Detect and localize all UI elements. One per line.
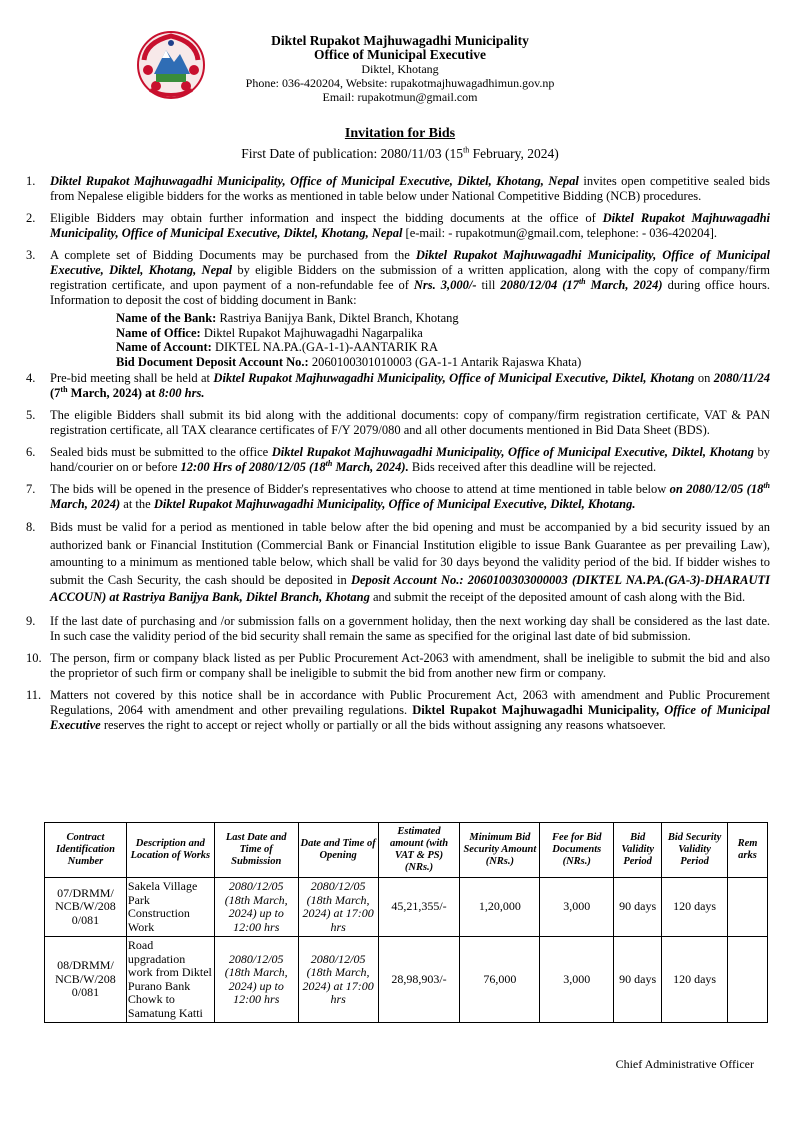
- table-row: [45, 937, 768, 1023]
- column-header: Last Date and Time of Submission: [214, 823, 298, 878]
- table-header-row: [45, 823, 768, 878]
- clause-4: 4. Pre-bid meeting shall be held at Diktel Rupakot Majhuwagadhi Municipality, Office of Municipal Executive, Diktel, Khotang on 2080/11/24 (7th March, 2024) at 8:00 hrs.: [26, 371, 770, 400]
- column-header: Bid Validity Period: [614, 823, 662, 878]
- column-header: Minimum Bid Security Amount (NRs.): [460, 823, 540, 878]
- bids-table: [44, 822, 768, 1023]
- security-cell: 1,20,000: [460, 878, 540, 937]
- office-name: Office of Municipal Executive: [313, 47, 487, 62]
- column-header: Estimated amount (with VAT & PS) (NRs.): [378, 823, 460, 878]
- validity-cell: 90 days: [614, 878, 662, 937]
- office-name-row: Name of Office: Diktel Rupakot Majhuwagadhi Nagarpalika: [116, 325, 423, 340]
- account-name-row: Name of Account: DIKTEL NA.PA.(GA-1-1)-AANTARIK RA: [116, 340, 438, 354]
- bank-name-row: Name of the Bank: Rastriya Banijya Bank, Diktel Branch, Khotang: [116, 311, 459, 325]
- signatory-title: Chief Administrative Officer: [615, 1057, 754, 1071]
- fee-cell: 3,000: [540, 937, 614, 1023]
- clause-11: 11. Matters not covered by this notice shall be in accordance with Public Procurement Act, 2063 with amendment and Public Procurement Regulations, 2064 with amendment and other prevailing regulations. Diktel Rupakot Majhuwagadhi Municipality, Office of Municipal Executive reserves the right to accept or reject wholly or partially or all the bids without assigning any reasons whatsoever.: [26, 687, 770, 732]
- column-header: Description and Location of Works: [126, 823, 214, 878]
- clause-9: 9. If the last date of purchasing and /or submission falls on a government holiday, then the next working day shall be considered as the last date. In such case the validity period of the bid security shall remain the same as specified for the original last date of bid submission.: [26, 613, 770, 643]
- contact-phone-website: Phone: 036-420204, Website: rupakotmajhuwagadhimun.gov.np: [245, 76, 555, 90]
- deposit-account-row: Bid Document Deposit Account No.: 2060100301010003 (GA-1-1 Antarik Rajaswa Khata): [116, 354, 582, 369]
- notice-title: Invitation for Bids: [344, 126, 456, 141]
- contract-id-cell: 08/DRMM/ NCB/W/208 0/081: [45, 937, 127, 1023]
- org-name: Diktel Rupakot Majhuwagadhi Municipality: [271, 33, 529, 48]
- letterhead: [200, 34, 600, 104]
- opening-cell: 2080/12/05 (18th March, 2024) at 17:00 hrs: [298, 937, 378, 1023]
- remarks-cell: [728, 937, 768, 1023]
- estimate-cell: 28,98,903/-: [378, 937, 460, 1023]
- clause-3: 3. A complete set of Bidding Documents may be purchased from the Diktel Rupakot Majhuwagadhi Municipality, Office of Municipal Executive, Diktel, Khotang, Nepal by eligible Bidders on the submission of a written application, along with the copy of company/firm registration certificate, and upon payment of a non-refundable fee of Nrs. 3,000/- till 2080/12/04 (17th March, 2024) during office hours. Information to deposit the cost of bidding document in Bank: Name of the Bank: Rastriya Banijya Bank, Diktel Branch, Khotang Name of Office: Diktel Rupakot Majhuwagadhi Nagarpalika Name of Account: DIKTEL NA.PA.(GA-1-1)-AANTARIK RA Bid Document Deposit Account No.: 2060100301010003 (GA-1-1 Antarik Rajaswa Khata): [26, 248, 770, 369]
- security-validity-cell: 120 days: [662, 878, 728, 937]
- remarks-cell: [728, 878, 768, 937]
- column-header: Date and Time of Opening: [298, 823, 378, 878]
- clause-5: 5. The eligible Bidders shall submit its bid along with the additional documents: copy of company/firm registration certificate, VAT & PAN registration certificate, all TAX clearance certificates of F/Y 2079/080 and all other documents mentioned in Bid Data Sheet (BDS).: [26, 408, 770, 437]
- office-location: Diktel, Khotang: [361, 62, 439, 76]
- contact-email: Email: rupakotmun@gmail.com: [322, 90, 478, 104]
- column-header: Bid Security Validity Period: [662, 823, 728, 878]
- description-cell: Road upgradation work from Diktel Purano Bank Chowk to Samatung Katti: [126, 937, 214, 1023]
- clause-8: 8. Bids must be valid for a period as mentioned in table below after the bid opening and must be accompanied by a bid security issued by an authorized bank or Financial Institution (Commercial Bank or Financial Institution eligible to issue Bank Guarantee as per prevailing Law), amounting to a minimum as mentioned table below, which shall be valid for 30 days beyond the validity period of the bid. If bidder wishes to submit the Cash Security, the cash should be deposited in Deposit Account No.: 2060100303000003 (DIKTEL NA.PA.(GA-3)-DHARAUTI ACCOUN) at Rastriya Banijya Bank, Diktel Branch, Khotang and submit the receipt of the deposited amount of cash along with the Bid.: [26, 520, 770, 604]
- clause-6: 6. Sealed bids must be submitted to the office Diktel Rupakot Majhuwagadhi Municipality, Office of Municipal Executive, Diktel, Khotang by hand/courier on or before 12:00 Hrs of 2080/12/05 (18th March, 2024). Bids received after this deadline will be rejected.: [26, 445, 771, 474]
- column-header: Contract Identification Number: [45, 823, 127, 878]
- publication-date: First Date of publication: 2080/11/03 (15th February, 2024): [241, 145, 559, 161]
- security-cell: 76,000: [460, 937, 540, 1023]
- clause-7: 7. The bids will be opened in the presence of Bidder's representatives who choose to attend at time mentioned in table below on 2080/12/05 (18th March, 2024) at the Diktel Rupakot Majhuwagadhi Municipality, Office of Municipal Executive, Diktel, Khotang.: [26, 480, 770, 511]
- contract-id-cell: 07/DRMM/ NCB/W/208 0/081: [45, 878, 127, 937]
- nepal-government-emblem-icon: [136, 30, 206, 100]
- notice-clauses: [26, 174, 770, 740]
- opening-cell: 2080/12/05 (18th March, 2024) at 17:00 hrs: [298, 878, 378, 937]
- fee-cell: 3,000: [540, 878, 614, 937]
- table-row: [45, 878, 768, 937]
- column-header: Rem arks: [728, 823, 768, 878]
- security-validity-cell: 120 days: [662, 937, 728, 1023]
- clause-2: 2. Eligible Bidders may obtain further information and inspect the bidding documents at the office of Diktel Rupakot Majhuwagadhi Municipality, Office of Municipal Executive, Diktel, Khotang, Nepal [e-mail: - rupakotmun@gmail.com, telephone: - 036-420204].: [26, 211, 770, 240]
- last-date-cell: 2080/12/05 (18th March, 2024) up to 12:00 hrs: [214, 878, 298, 937]
- clause-10: 10. The person, firm or company black listed as per Public Procurement Act-2063 with amendment, shall be ineligible to submit the bid and also the proprietor of such firm or company shall be ineligible to submit the bid from another new firm or company.: [26, 650, 770, 680]
- column-header: Fee for Bid Documents (NRs.): [540, 823, 614, 878]
- description-cell: Sakela Village Park Construction Work: [126, 878, 214, 937]
- validity-cell: 90 days: [614, 937, 662, 1023]
- estimate-cell: 45,21,355/-: [378, 878, 460, 937]
- last-date-cell: 2080/12/05 (18th March, 2024) up to 12:00 hrs: [214, 937, 298, 1023]
- bank-deposit-details: [50, 311, 770, 369]
- clause-1: 1. Diktel Rupakot Majhuwagadhi Municipality, Office of Municipal Executive, Diktel, Khotang, Nepal invites open competitive sealed bids from Nepalese eligible bidders for the works as mentioned in table below under National Competitive Bidding (NCB) procedures.: [26, 174, 770, 203]
